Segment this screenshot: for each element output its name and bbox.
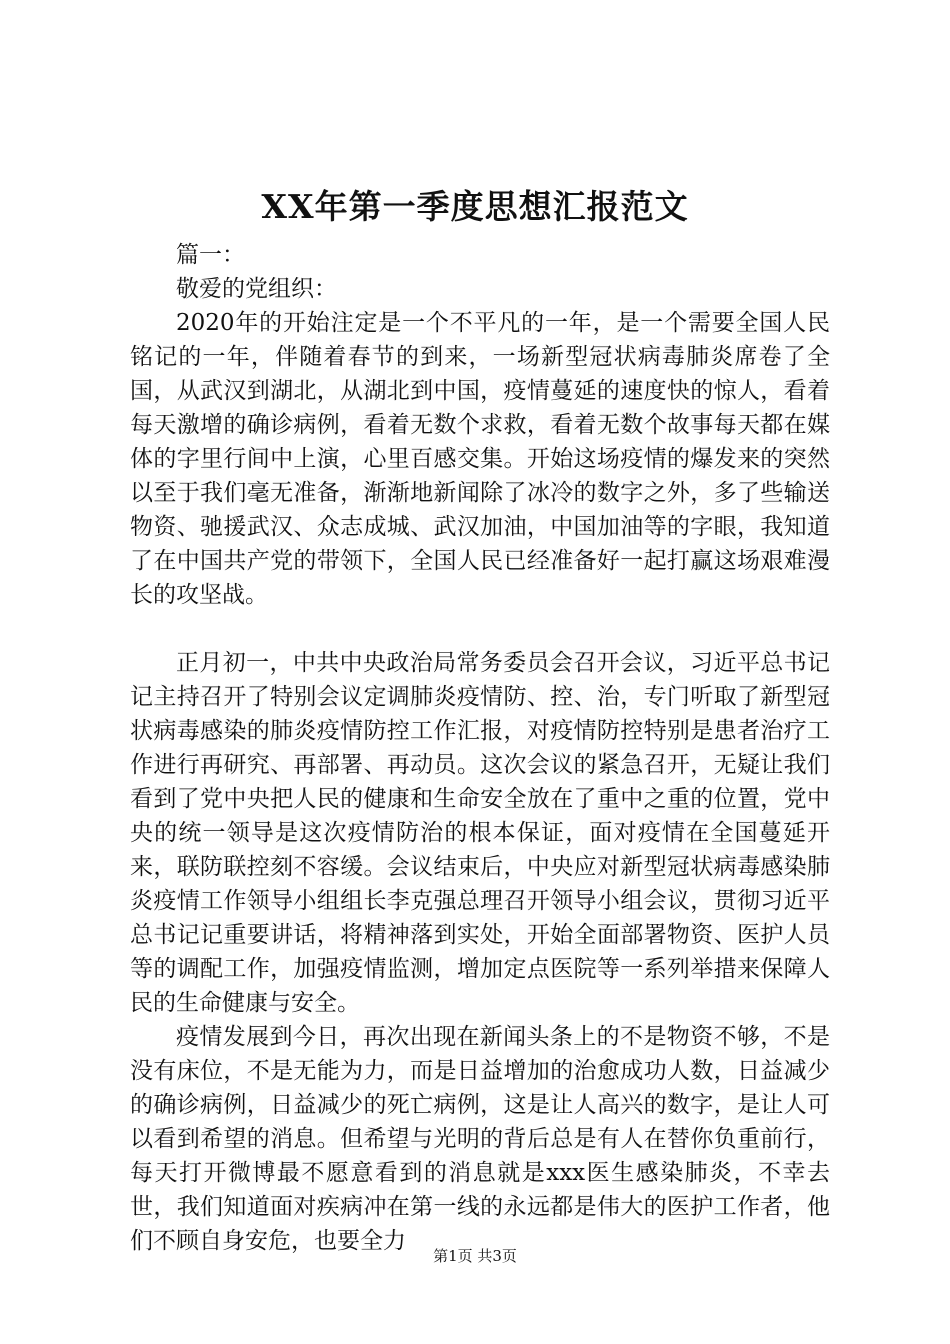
paragraph-3: 疫情发展到今日，再次出现在新闻头条上的不是物资不够，不是没有床位，不是无能为力，而是日益增加的治愈成功人数，日益减少的确诊病例，日益减少的死亡病例，这是让人高兴的数字，是让人可以看到希望的消息。但希望与光明的背后总是有人在替你负重前行，每天打开微博最不愿意看到的消息就是xxx医生感染肺炎，不幸去世，我们知道面对疾病冲在第一线的永远都是伟大的医护工作者，他们不顾自身安危，也要全力: [130, 1024, 830, 1254]
salutation: 敬爱的党组织：: [176, 276, 337, 302]
paragraph-1: 2020年的开始注定是一个不平凡的一年，是一个需要全国人民铭记的一年，伴随着春节的到来，一场新型冠状病毒肺炎席卷了全国，从武汉到湖北，从湖北到中国，疫情蔓延的速度快的惊人，看着每天激增的确诊病例，看着无数个求救，看着无数个故事每天都在媒体的字里行间中上演，心里百感交集。开始这场疫情的爆发来的突然以至于我们毫无准备，渐渐地新闻除了冰冷的数字之外，多了些输送物资、驰援武汉、众志成城、武汉加油，中国加油等的字眼，我知道了在中国共产党的带领下，全国人民已经准备好一起打赢这场艰难漫长的攻坚战。: [130, 310, 830, 608]
paragraph-2: 正月初一，中共中央政治局常务委员会召开会议，习近平总书记记主持召开了特别会议定调肺炎疫情防、控、治，专门听取了新型冠状病毒感染的肺炎疫情防控工作汇报，对疫情防控特别是患者治疗工作进行再研究、再部署、再动员。这次会议的紧急召开，无疑让我们看到了党中央把人民的健康和生命安全放在了重中之重的位置，党中央的统一领导是这次疫情防治的根本保证，面对疫情在全国蔓延开来，联防联控刻不容缓。会议结束后，中央应对新型冠状病毒感染肺炎疫情工作领导小组组长李克强总理召开领导小组会议，贯彻习近平总书记记重要讲话，将精神落到实处，开始全面部署物资、医护人员等的调配工作，加强疫情监测，增加定点医院等一系列举措来保障人民的生命健康与安全。: [130, 650, 830, 1016]
document-title: XX年第一季度思想汇报范文: [261, 187, 689, 226]
document-body: [130, 238, 830, 1258]
page-footer: 第1页 共3页: [433, 1247, 517, 1265]
section-label: 篇一：: [176, 242, 245, 268]
